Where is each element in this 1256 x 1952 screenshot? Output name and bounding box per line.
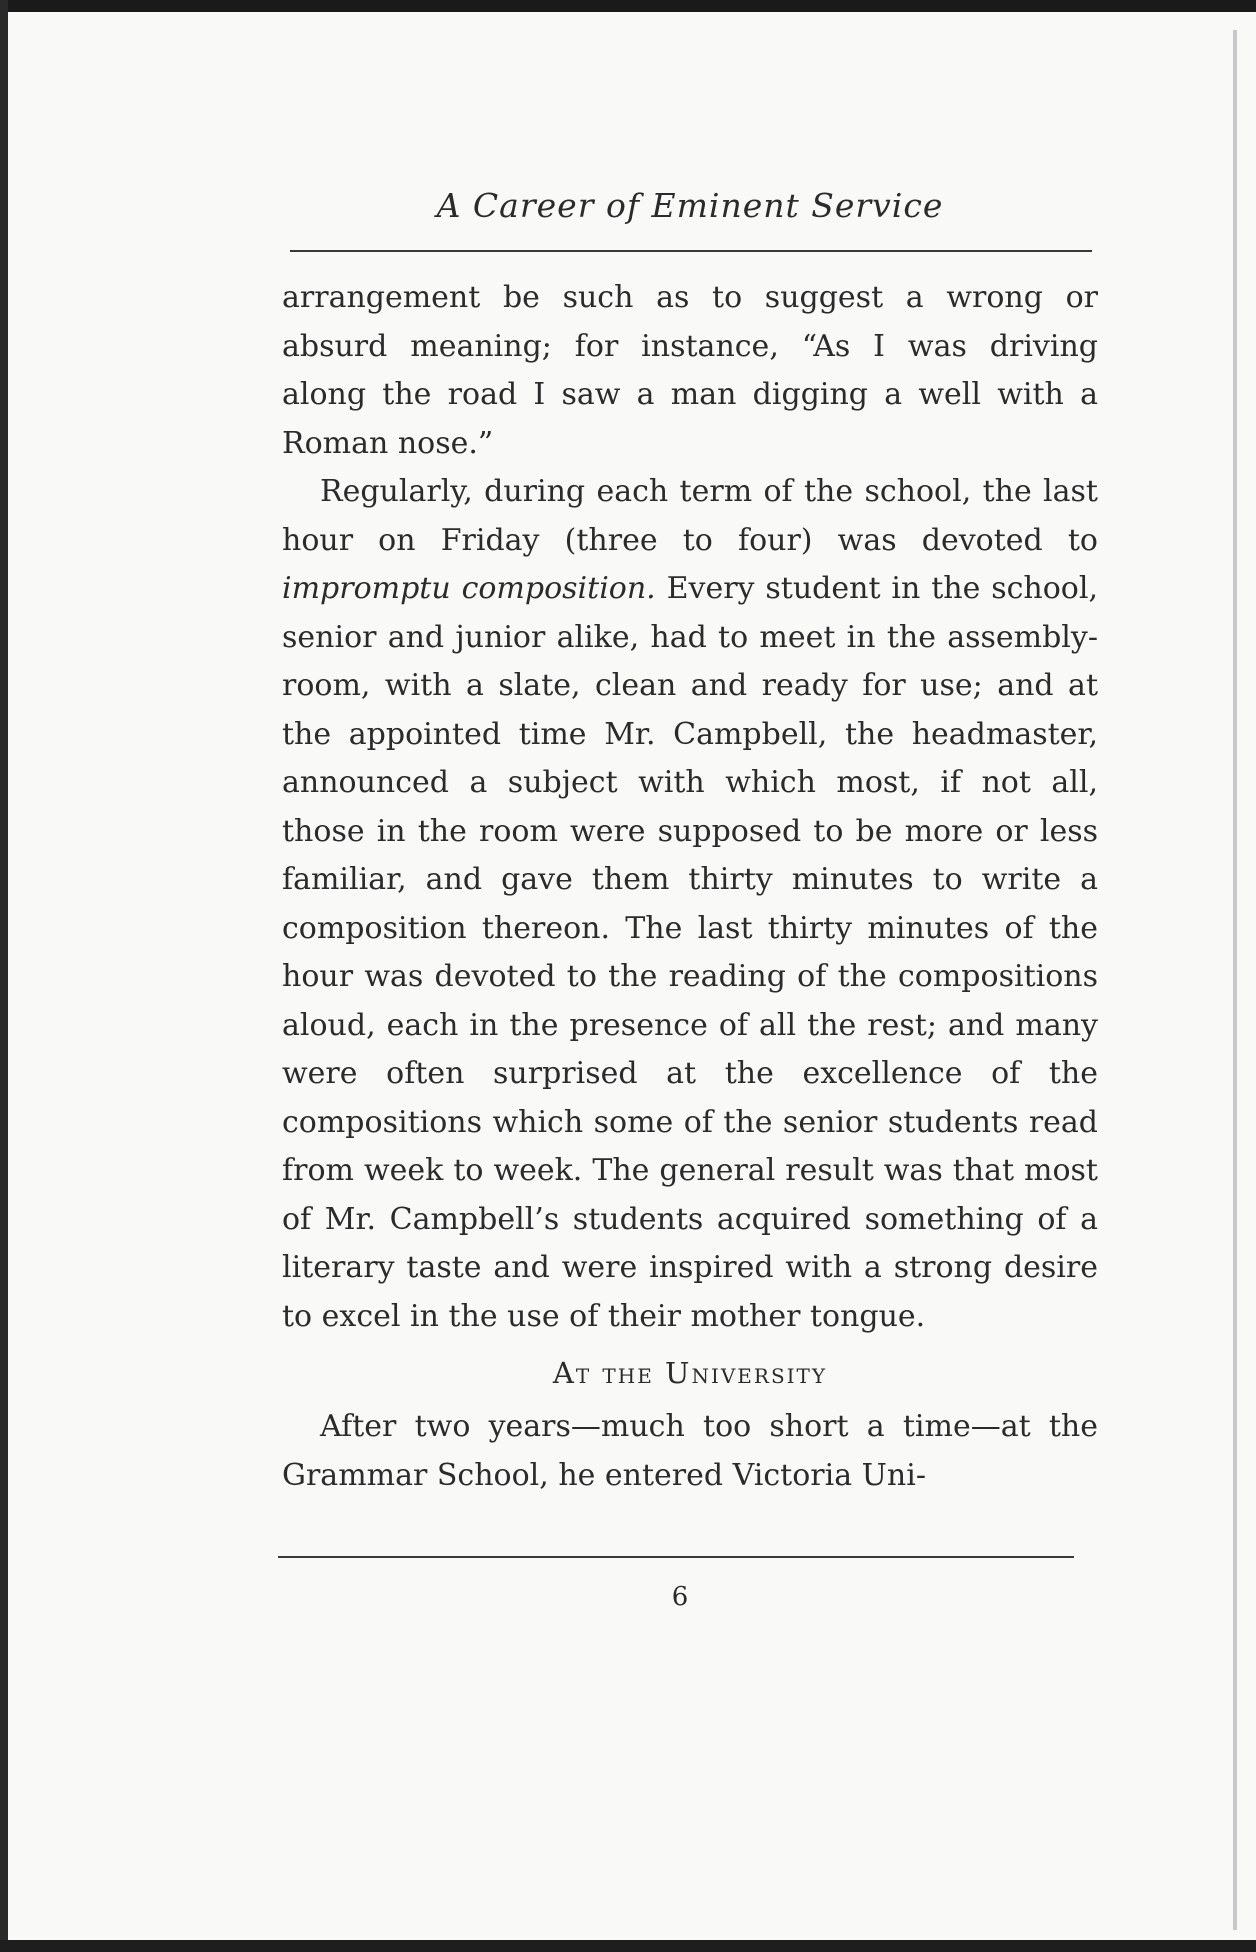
footer-rule [278, 1556, 1074, 1558]
section-heading: At the University [552, 1356, 828, 1390]
paragraph-1: arrangement be such as to suggest a wrong or absurd meaning; for instance, “As I was driving along the road I saw a man digging a well with a Roman nose.” [282, 280, 1098, 461]
paragraph-2-italic: impromptu composition. [282, 571, 656, 606]
book-page [282, 180, 1098, 1612]
paragraph-3: After two years—much too short a time—at the Grammar School, he entered Victoria Uni- [282, 1409, 1098, 1493]
page-number: 6 [671, 1582, 689, 1612]
body-text [282, 274, 1098, 1500]
scan-edge-bottom [0, 1940, 1256, 1952]
running-head: A Career of Eminent Service [436, 186, 944, 225]
scan-edge-left [0, 0, 8, 1952]
paragraph-2-start: Regularly, during each term of the school, the last hour on Friday (three to four) was devoted to [282, 474, 1098, 558]
scan-edge-top [0, 0, 1256, 12]
header-rule [290, 250, 1092, 252]
paragraph-2-end: Every student in the school, senior and junior alike, had to meet in the assembly-room, with a slate, clean and ready for use; and at the appointed time Mr. Campbell, the headmaster, announced a subject with which most, if not all, those in the room were supposed to be more or less familiar, and gave them thirty minutes to write a composition thereon. The last thirty minutes of the hour was devoted to the reading of the compositions aloud, each in the presence of all the rest; and many were often surprised at the excellence of the compositions which some of the senior students read from week to week. The general result was that most of Mr. Campbell’s students acquired something of a literary taste and were inspired with a strong desire to excel in the use of their mother tongue. [282, 571, 1099, 1334]
scan-edge-right [1233, 30, 1237, 1930]
paragraph-2 [282, 468, 1098, 1341]
